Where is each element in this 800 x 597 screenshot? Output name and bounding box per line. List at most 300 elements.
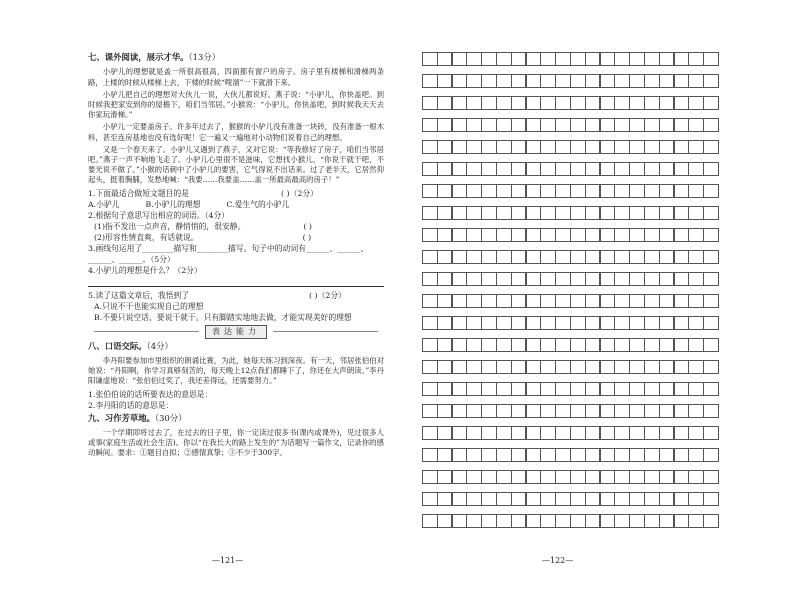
grid-cell[interactable] (526, 470, 542, 484)
grid-cell[interactable] (674, 404, 690, 418)
grid-cell[interactable] (644, 74, 660, 88)
grid-cell[interactable] (437, 206, 453, 220)
grid-cell[interactable] (644, 162, 660, 176)
grid-cell[interactable] (644, 514, 660, 528)
grid-cell[interactable] (526, 360, 542, 374)
grid-cell[interactable] (659, 492, 675, 506)
grid-cell[interactable] (688, 448, 704, 462)
grid-cell[interactable] (452, 184, 468, 198)
grid-cell[interactable] (703, 492, 719, 506)
grid-cell[interactable] (644, 96, 660, 110)
grid-cell[interactable] (481, 404, 497, 418)
grid-cell[interactable] (659, 470, 675, 484)
grid-cell[interactable] (585, 294, 601, 308)
grid-cell[interactable] (437, 52, 453, 66)
question-2-item-2-blank[interactable]: ( ) (302, 232, 312, 242)
grid-cell[interactable] (496, 294, 512, 308)
option-a[interactable]: A.小驴儿 (88, 199, 120, 209)
grid-cell[interactable] (674, 448, 690, 462)
grid-cell[interactable] (703, 514, 719, 528)
grid-cell[interactable] (614, 74, 630, 88)
grid-cell[interactable] (526, 74, 542, 88)
grid-cell[interactable] (585, 360, 601, 374)
grid-cell[interactable] (644, 448, 660, 462)
grid-cell[interactable] (437, 140, 453, 154)
grid-cell[interactable] (511, 250, 527, 264)
grid-cell[interactable] (674, 360, 690, 374)
grid-cell[interactable] (422, 162, 438, 176)
grid-cell[interactable] (585, 162, 601, 176)
grid-cell[interactable] (674, 272, 690, 286)
grid-cell[interactable] (600, 250, 616, 264)
grid-cell[interactable] (614, 250, 630, 264)
grid-cell[interactable] (600, 382, 616, 396)
grid-cell[interactable] (600, 294, 616, 308)
grid-cell[interactable] (540, 52, 556, 66)
grid-cell[interactable] (466, 426, 482, 440)
grid-cell[interactable] (674, 514, 690, 528)
grid-cell[interactable] (659, 272, 675, 286)
grid-cell[interactable] (555, 514, 571, 528)
grid-cell[interactable] (644, 360, 660, 374)
grid-cell[interactable] (659, 338, 675, 352)
grid-cell[interactable] (540, 250, 556, 264)
grid-cell[interactable] (437, 162, 453, 176)
grid-cell[interactable] (452, 514, 468, 528)
question-5-option-a[interactable]: A.只说不干也能实现自己的理想 (94, 301, 204, 311)
grid-cell[interactable] (674, 316, 690, 330)
question-2-item-1-blank[interactable]: ( ) (303, 221, 312, 231)
grid-cell[interactable] (526, 272, 542, 286)
grid-cell[interactable] (511, 52, 527, 66)
grid-cell[interactable] (659, 426, 675, 440)
grid-cell[interactable] (585, 470, 601, 484)
grid-cell[interactable] (540, 96, 556, 110)
grid-cell[interactable] (614, 316, 630, 330)
grid-cell[interactable] (644, 206, 660, 220)
grid-cell[interactable] (659, 52, 675, 66)
grid-cell[interactable] (540, 206, 556, 220)
grid-cell[interactable] (570, 206, 586, 220)
grid-cell[interactable] (629, 360, 645, 374)
grid-cell[interactable] (703, 272, 719, 286)
grid-cell[interactable] (555, 492, 571, 506)
grid-cell[interactable] (614, 382, 630, 396)
grid-cell[interactable] (614, 272, 630, 286)
grid-cell[interactable] (511, 96, 527, 110)
grid-cell[interactable] (659, 360, 675, 374)
grid-cell[interactable] (703, 184, 719, 198)
grid-cell[interactable] (585, 272, 601, 286)
grid-cell[interactable] (481, 316, 497, 330)
grid-cell[interactable] (614, 404, 630, 418)
grid-cell[interactable] (674, 228, 690, 242)
grid-cell[interactable] (703, 140, 719, 154)
grid-cell[interactable] (570, 382, 586, 396)
grid-cell[interactable] (481, 514, 497, 528)
grid-cell[interactable] (437, 448, 453, 462)
grid-cell[interactable] (466, 514, 482, 528)
grid-cell[interactable] (614, 184, 630, 198)
grid-cell[interactable] (540, 228, 556, 242)
grid-cell[interactable] (526, 184, 542, 198)
grid-cell[interactable] (511, 228, 527, 242)
grid-cell[interactable] (629, 272, 645, 286)
grid-cell[interactable] (496, 162, 512, 176)
grid-cell[interactable] (555, 74, 571, 88)
grid-cell[interactable] (644, 118, 660, 132)
grid-cell[interactable] (481, 140, 497, 154)
grid-cell[interactable] (466, 360, 482, 374)
grid-cell[interactable] (481, 52, 497, 66)
grid-cell[interactable] (688, 316, 704, 330)
grid-cell[interactable] (629, 118, 645, 132)
grid-cell[interactable] (614, 338, 630, 352)
grid-cell[interactable] (688, 426, 704, 440)
grid-cell[interactable] (555, 294, 571, 308)
grid-cell[interactable] (570, 74, 586, 88)
grid-cell[interactable] (585, 448, 601, 462)
grid-cell[interactable] (526, 316, 542, 330)
grid-cell[interactable] (674, 492, 690, 506)
grid-cell[interactable] (452, 52, 468, 66)
grid-cell[interactable] (540, 316, 556, 330)
grid-cell[interactable] (629, 404, 645, 418)
grid-cell[interactable] (600, 360, 616, 374)
grid-cell[interactable] (614, 228, 630, 242)
grid-cell[interactable] (659, 382, 675, 396)
grid-cell[interactable] (570, 492, 586, 506)
grid-cell[interactable] (659, 206, 675, 220)
grid-cell[interactable] (481, 470, 497, 484)
grid-cell[interactable] (511, 184, 527, 198)
grid-cell[interactable] (644, 52, 660, 66)
grid-cell[interactable] (614, 118, 630, 132)
grid-cell[interactable] (629, 52, 645, 66)
grid-cell[interactable] (614, 206, 630, 220)
grid-cell[interactable] (688, 96, 704, 110)
grid-cell[interactable] (422, 184, 438, 198)
grid-cell[interactable] (585, 492, 601, 506)
grid-cell[interactable] (585, 316, 601, 330)
grid-cell[interactable] (540, 448, 556, 462)
grid-cell[interactable] (496, 140, 512, 154)
grid-cell[interactable] (659, 228, 675, 242)
grid-cell[interactable] (614, 514, 630, 528)
grid-cell[interactable] (600, 470, 616, 484)
grid-cell[interactable] (688, 140, 704, 154)
question-1-blank[interactable]: ( ) (281, 188, 290, 198)
grid-cell[interactable] (437, 426, 453, 440)
grid-cell[interactable] (570, 52, 586, 66)
grid-cell[interactable] (437, 250, 453, 264)
grid-cell[interactable] (466, 492, 482, 506)
grid-cell[interactable] (555, 184, 571, 198)
grid-cell[interactable] (688, 184, 704, 198)
grid-cell[interactable] (614, 448, 630, 462)
grid-cell[interactable] (688, 74, 704, 88)
grid-cell[interactable] (481, 338, 497, 352)
grid-cell[interactable] (629, 338, 645, 352)
grid-cell[interactable] (703, 96, 719, 110)
grid-cell[interactable] (614, 294, 630, 308)
grid-cell[interactable] (481, 250, 497, 264)
grid-cell[interactable] (555, 272, 571, 286)
grid-cell[interactable] (526, 382, 542, 396)
grid-cell[interactable] (496, 338, 512, 352)
grid-cell[interactable] (629, 206, 645, 220)
grid-cell[interactable] (570, 448, 586, 462)
grid-cell[interactable] (496, 448, 512, 462)
grid-cell[interactable] (452, 294, 468, 308)
grid-cell[interactable] (422, 360, 438, 374)
grid-cell[interactable] (585, 74, 601, 88)
grid-cell[interactable] (674, 184, 690, 198)
grid-cell[interactable] (511, 360, 527, 374)
grid-cell[interactable] (585, 96, 601, 110)
grid-cell[interactable] (614, 140, 630, 154)
grid-cell[interactable] (600, 492, 616, 506)
grid-cell[interactable] (614, 96, 630, 110)
grid-cell[interactable] (600, 514, 616, 528)
grid-cell[interactable] (600, 206, 616, 220)
grid-cell[interactable] (437, 360, 453, 374)
grid-cell[interactable] (600, 448, 616, 462)
grid-cell[interactable] (644, 140, 660, 154)
grid-cell[interactable] (703, 206, 719, 220)
grid-cell[interactable] (422, 338, 438, 352)
grid-cell[interactable] (600, 228, 616, 242)
grid-cell[interactable] (644, 404, 660, 418)
grid-cell[interactable] (659, 118, 675, 132)
grid-cell[interactable] (688, 338, 704, 352)
grid-cell[interactable] (614, 52, 630, 66)
grid-cell[interactable] (644, 382, 660, 396)
grid-cell[interactable] (452, 228, 468, 242)
grid-cell[interactable] (600, 162, 616, 176)
grid-cell[interactable] (585, 404, 601, 418)
grid-cell[interactable] (511, 470, 527, 484)
grid-cell[interactable] (585, 250, 601, 264)
grid-cell[interactable] (570, 426, 586, 440)
grid-cell[interactable] (703, 338, 719, 352)
grid-cell[interactable] (422, 96, 438, 110)
grid-cell[interactable] (452, 140, 468, 154)
grid-cell[interactable] (629, 294, 645, 308)
grid-cell[interactable] (526, 338, 542, 352)
grid-cell[interactable] (570, 470, 586, 484)
grid-cell[interactable] (496, 228, 512, 242)
grid-cell[interactable] (540, 514, 556, 528)
grid-cell[interactable] (555, 426, 571, 440)
grid-cell[interactable] (422, 470, 438, 484)
grid-cell[interactable] (585, 140, 601, 154)
grid-cell[interactable] (496, 360, 512, 374)
grid-cell[interactable] (496, 382, 512, 396)
grid-cell[interactable] (570, 228, 586, 242)
grid-cell[interactable] (481, 228, 497, 242)
grid-cell[interactable] (703, 52, 719, 66)
grid-cell[interactable] (422, 382, 438, 396)
grid-cell[interactable] (555, 360, 571, 374)
grid-cell[interactable] (659, 140, 675, 154)
grid-cell[interactable] (688, 404, 704, 418)
grid-cell[interactable] (674, 162, 690, 176)
grid-cell[interactable] (466, 382, 482, 396)
grid-cell[interactable] (466, 96, 482, 110)
grid-cell[interactable] (600, 96, 616, 110)
grid-cell[interactable] (422, 272, 438, 286)
grid-cell[interactable] (703, 228, 719, 242)
grid-cell[interactable] (674, 470, 690, 484)
grid-cell[interactable] (511, 492, 527, 506)
grid-cell[interactable] (526, 206, 542, 220)
grid-cell[interactable] (466, 272, 482, 286)
grid-cell[interactable] (466, 184, 482, 198)
grid-cell[interactable] (674, 426, 690, 440)
grid-cell[interactable] (585, 514, 601, 528)
grid-cell[interactable] (496, 206, 512, 220)
grid-cell[interactable] (437, 228, 453, 242)
grid-cell[interactable] (555, 470, 571, 484)
grid-cell[interactable] (703, 382, 719, 396)
grid-cell[interactable] (540, 294, 556, 308)
grid-cell[interactable] (555, 316, 571, 330)
grid-cell[interactable] (496, 404, 512, 418)
grid-cell[interactable] (555, 118, 571, 132)
grid-cell[interactable] (703, 294, 719, 308)
grid-cell[interactable] (674, 52, 690, 66)
grid-cell[interactable] (600, 118, 616, 132)
grid-cell[interactable] (600, 52, 616, 66)
grid-cell[interactable] (644, 184, 660, 198)
grid-cell[interactable] (540, 140, 556, 154)
grid-cell[interactable] (703, 250, 719, 264)
grid-cell[interactable] (570, 162, 586, 176)
grid-cell[interactable] (688, 294, 704, 308)
grid-cell[interactable] (466, 118, 482, 132)
grid-cell[interactable] (452, 162, 468, 176)
grid-cell[interactable] (614, 470, 630, 484)
grid-cell[interactable] (481, 426, 497, 440)
grid-cell[interactable] (422, 492, 438, 506)
grid-cell[interactable] (496, 74, 512, 88)
grid-cell[interactable] (452, 492, 468, 506)
grid-cell[interactable] (555, 404, 571, 418)
grid-cell[interactable] (674, 294, 690, 308)
grid-cell[interactable] (466, 470, 482, 484)
grid-cell[interactable] (526, 426, 542, 440)
writing-grid[interactable] (422, 52, 718, 536)
grid-cell[interactable] (526, 294, 542, 308)
grid-cell[interactable] (540, 492, 556, 506)
grid-cell[interactable] (422, 140, 438, 154)
grid-cell[interactable] (452, 96, 468, 110)
grid-cell[interactable] (466, 404, 482, 418)
grid-cell[interactable] (629, 140, 645, 154)
grid-cell[interactable] (555, 96, 571, 110)
grid-cell[interactable] (496, 492, 512, 506)
grid-cell[interactable] (466, 294, 482, 308)
grid-cell[interactable] (422, 514, 438, 528)
grid-cell[interactable] (422, 250, 438, 264)
grid-cell[interactable] (600, 404, 616, 418)
grid-cell[interactable] (452, 250, 468, 264)
grid-cell[interactable] (452, 470, 468, 484)
grid-cell[interactable] (674, 338, 690, 352)
grid-cell[interactable] (452, 404, 468, 418)
grid-cell[interactable] (688, 470, 704, 484)
grid-cell[interactable] (585, 426, 601, 440)
grid-cell[interactable] (496, 272, 512, 286)
grid-cell[interactable] (555, 338, 571, 352)
grid-cell[interactable] (466, 338, 482, 352)
grid-cell[interactable] (644, 272, 660, 286)
grid-cell[interactable] (629, 492, 645, 506)
grid-cell[interactable] (600, 316, 616, 330)
grid-cell[interactable] (422, 52, 438, 66)
grid-cell[interactable] (452, 448, 468, 462)
grid-cell[interactable] (452, 118, 468, 132)
grid-cell[interactable] (540, 382, 556, 396)
grid-cell[interactable] (540, 118, 556, 132)
grid-cell[interactable] (540, 338, 556, 352)
grid-cell[interactable] (614, 492, 630, 506)
grid-cell[interactable] (629, 74, 645, 88)
grid-cell[interactable] (644, 228, 660, 242)
grid-cell[interactable] (703, 118, 719, 132)
grid-cell[interactable] (511, 294, 527, 308)
grid-cell[interactable] (614, 426, 630, 440)
grid-cell[interactable] (496, 184, 512, 198)
grid-cell[interactable] (600, 184, 616, 198)
grid-cell[interactable] (644, 250, 660, 264)
grid-cell[interactable] (481, 162, 497, 176)
option-c[interactable]: C.爱生气的小驴儿 (226, 199, 290, 209)
grid-cell[interactable] (540, 426, 556, 440)
grid-cell[interactable] (674, 118, 690, 132)
grid-cell[interactable] (540, 272, 556, 286)
grid-cell[interactable] (570, 272, 586, 286)
grid-cell[interactable] (570, 338, 586, 352)
grid-cell[interactable] (511, 338, 527, 352)
grid-cell[interactable] (674, 382, 690, 396)
question-5-blank[interactable]: ( ) (309, 290, 318, 300)
grid-cell[interactable] (437, 272, 453, 286)
grid-cell[interactable] (703, 404, 719, 418)
grid-cell[interactable] (540, 184, 556, 198)
grid-cell[interactable] (703, 448, 719, 462)
grid-cell[interactable] (496, 52, 512, 66)
grid-cell[interactable] (555, 250, 571, 264)
grid-cell[interactable] (659, 74, 675, 88)
grid-cell[interactable] (659, 294, 675, 308)
grid-cell[interactable] (614, 360, 630, 374)
grid-cell[interactable] (629, 426, 645, 440)
grid-cell[interactable] (688, 492, 704, 506)
grid-cell[interactable] (452, 382, 468, 396)
grid-cell[interactable] (437, 514, 453, 528)
grid-cell[interactable] (540, 470, 556, 484)
grid-cell[interactable] (437, 184, 453, 198)
grid-cell[interactable] (688, 382, 704, 396)
grid-cell[interactable] (526, 228, 542, 242)
grid-cell[interactable] (570, 294, 586, 308)
grid-cell[interactable] (629, 470, 645, 484)
grid-cell[interactable] (422, 228, 438, 242)
grid-cell[interactable] (496, 250, 512, 264)
grid-cell[interactable] (644, 316, 660, 330)
